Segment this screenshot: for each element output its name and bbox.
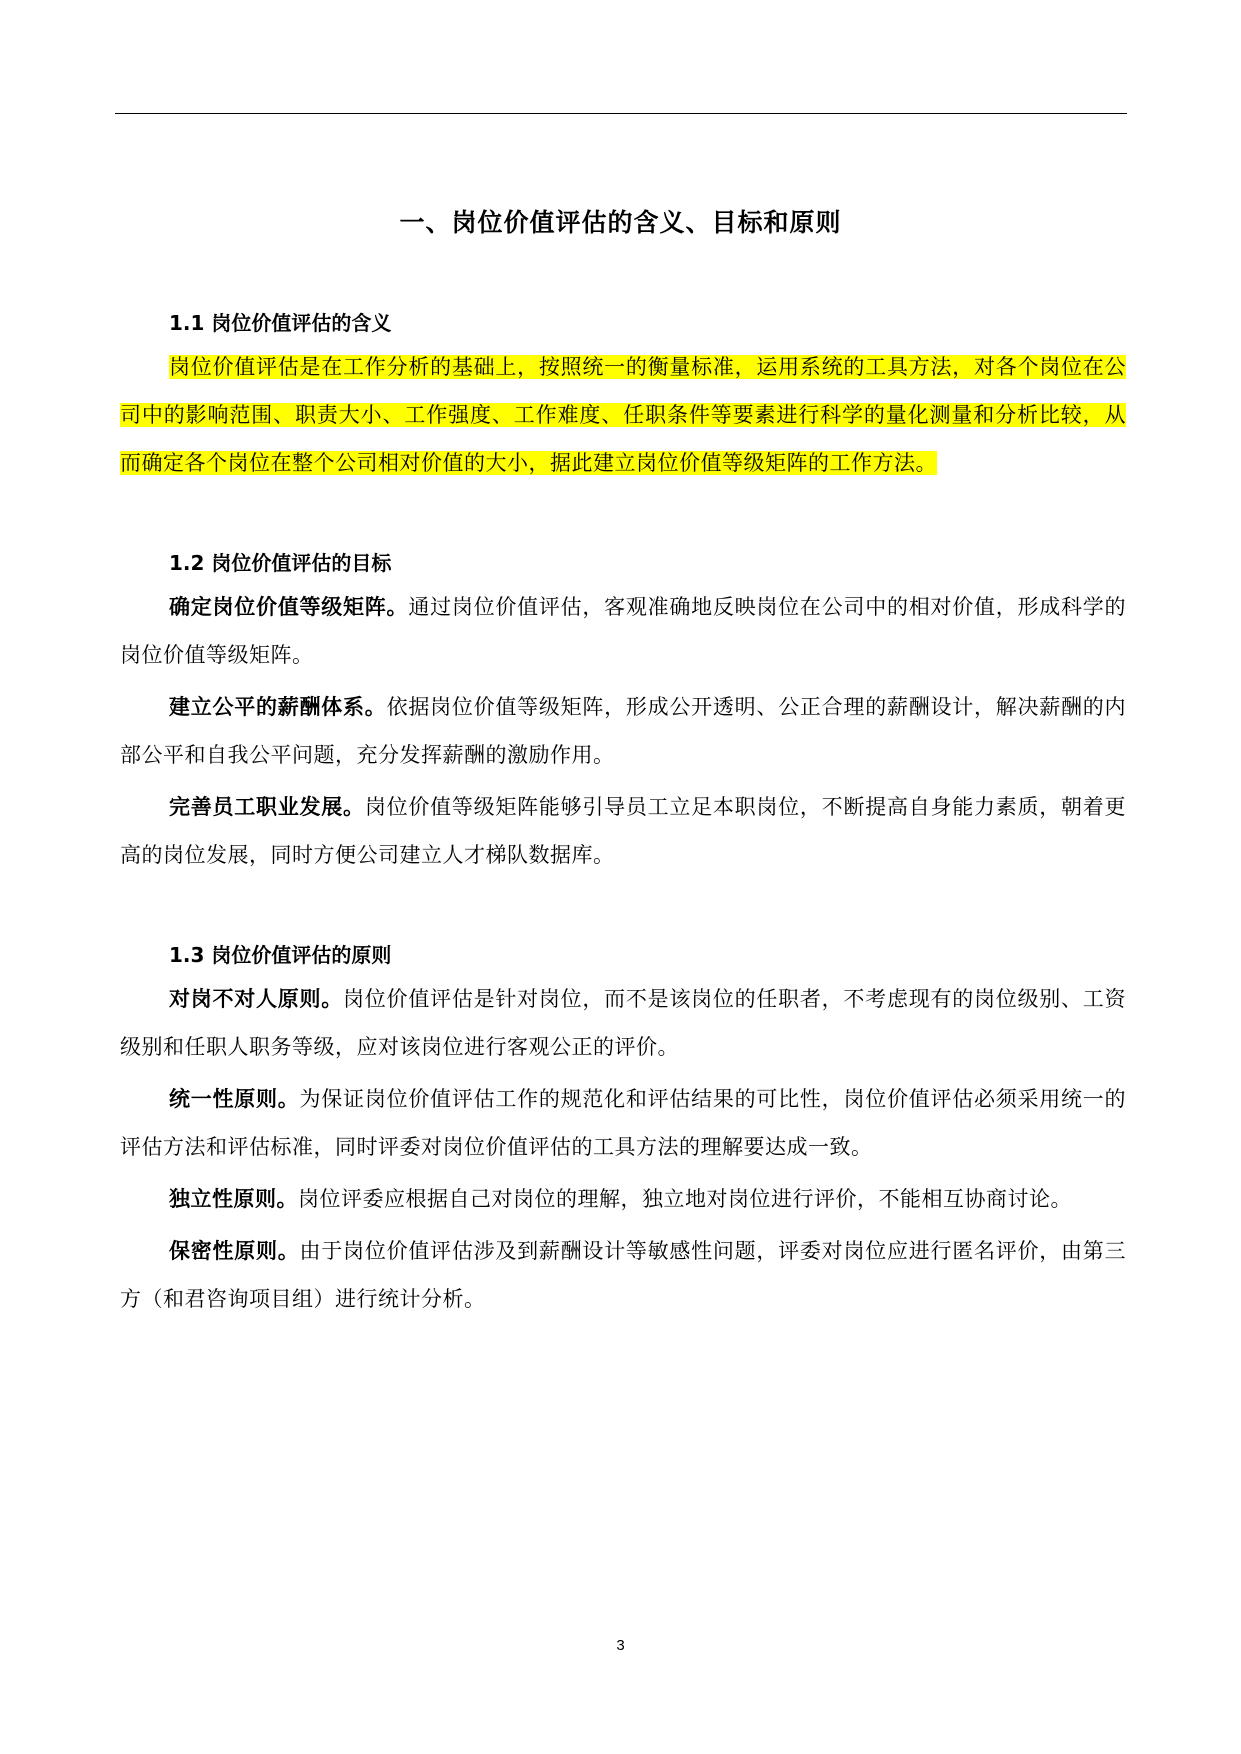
principle-text: 岗位价值评估是针对岗位，而不是该岗位的任职者，不考虑现有的岗位级别、工资级别和任职人职务等级，应对该岗位进行客观公正的评价。 — [120, 987, 1126, 1059]
goal-text: 岗位价值等级矩阵能够引导员工立足本职岗位，不断提高自身能力素质，朝着更高的岗位发展，同时方便公司建立人才梯队数据库。 — [120, 795, 1127, 867]
goal-paragraph — [120, 783, 1126, 879]
goal-paragraph — [120, 683, 1126, 779]
goal-lead: 确定岗位价值等级矩阵。 — [169, 595, 409, 619]
page-title: 一、岗位价值评估的含义、目标和原则 — [399, 208, 842, 237]
page-number: 3 — [616, 1637, 625, 1654]
goal-text: 依据岗位价值等级矩阵，形成公开透明、公正合理的薪酬设计，解决薪酬的内部公平和自我公平问题，充分发挥薪酬的激励作用。 — [120, 695, 1127, 767]
principle-paragraph — [120, 975, 1126, 1071]
principle-text: 由于岗位价值评估涉及到薪酬设计等敏感性问题，评委对岗位应进行匿名评价，由第三方（和君咨询项目组）进行统计分析。 — [120, 1239, 1127, 1311]
section-heading-1-3: 1.3 岗位价值评估的原则 — [169, 943, 392, 967]
highlighted-definition: 岗位价值评估是在工作分析的基础上，按照统一的衡量标准，运用系统的工具方法，对各个岗位在公司中的影响范围、职责大小、工作强度、工作难度、任职条件等要素进行科学的量化测量和分析比较，从而确定各个岗位在整个公司相对价值的大小，据此建立岗位价值等级矩阵的工作方法。 — [120, 355, 1126, 475]
principle-paragraph — [120, 1175, 1126, 1223]
section-heading-1-2: 1.2 岗位价值评估的目标 — [169, 551, 392, 575]
principle-lead: 对岗不对人原则。 — [169, 987, 344, 1011]
principle-lead: 保密性原则。 — [169, 1239, 300, 1263]
goal-lead: 建立公平的薪酬体系。 — [169, 695, 387, 719]
section-heading-1-1: 1.1 岗位价值评估的含义 — [169, 311, 392, 335]
principle-paragraph — [120, 1075, 1126, 1171]
principle-paragraph — [120, 1227, 1126, 1323]
document-body — [120, 303, 1126, 1323]
goal-paragraph — [120, 583, 1126, 679]
goal-lead: 完善员工职业发展。 — [169, 795, 365, 819]
header-rule — [115, 113, 1127, 114]
principle-text: 为保证岗位价值评估工作的规范化和评估结果的可比性，岗位价值评估必须采用统一的评估方法和评估标准，同时评委对岗位价值评估的工具方法的理解要达成一致。 — [120, 1087, 1127, 1159]
principle-text: 岗位评委应根据自己对岗位的理解，独立地对岗位进行评价，不能相互协商讨论。 — [298, 1187, 1072, 1211]
principle-lead: 独立性原则。 — [169, 1187, 298, 1211]
principle-lead: 统一性原则。 — [169, 1087, 300, 1111]
definition-paragraph — [120, 343, 1126, 487]
goal-text: 通过岗位价值评估，客观准确地反映岗位在公司中的相对价值，形成科学的岗位价值等级矩阵。 — [120, 595, 1127, 667]
